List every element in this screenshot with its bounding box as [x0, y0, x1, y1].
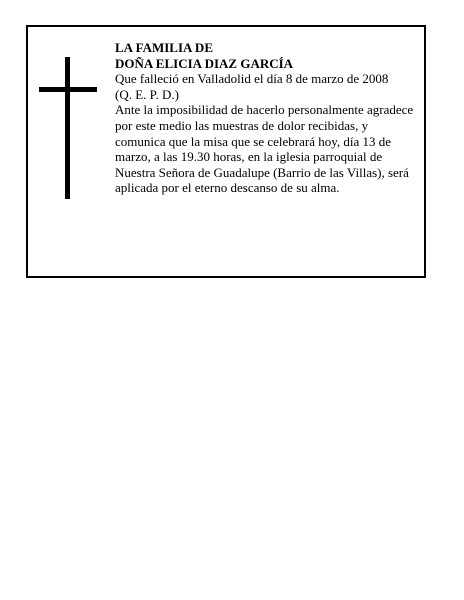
obituary-notice	[26, 25, 426, 278]
heading-family: LA FAMILIA DE	[115, 40, 213, 55]
heading-deceased-name: DOÑA ELICIA DIAZ GARCÍA	[115, 55, 294, 71]
rip-line: (Q. E. P. D.)	[115, 86, 179, 102]
notice-text	[115, 40, 421, 196]
cross-vertical-bar	[65, 57, 70, 199]
cross-icon	[39, 57, 97, 199]
notice-body: Ante la imposibilidad de hacerlo personalmente agradece por este medio las muestras de dolor recibidas, y comunica que la misa que se celebrará hoy, día 13 de marzo, a las 19.30 horas, en la iglesia parroquial de Nuestra Señora de Guadalupe (Barrio de las Villas), será aplicada por el eterno descanso de su alma.	[115, 102, 414, 196]
death-info: Que falleció en Valladolid el día 8 de marzo de 2008	[115, 71, 389, 87]
cross-horizontal-bar	[39, 87, 97, 92]
